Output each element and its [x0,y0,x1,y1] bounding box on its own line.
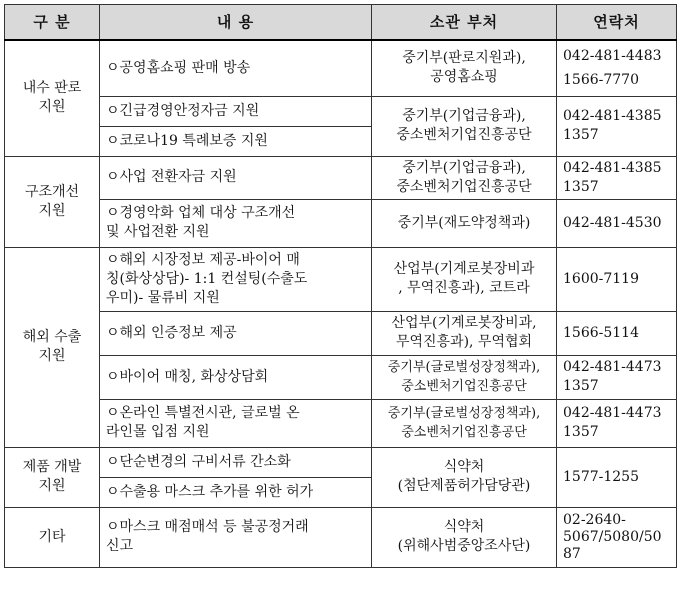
department-cell: 산업부(기계로봇장비과, 무역진흥과), 무역협회 [372,311,557,355]
content-cell: ㅇ마스크 매점매석 등 불공정거래 신고 [100,507,372,567]
content-cell: ㅇ단순변경의 구비서류 간소화 [100,447,372,477]
department-cell: 중기부(글로벌성장정책과), 중소벤처기업진흥공단 [372,355,557,399]
table-row [5,399,677,447]
contact-cell: 1577-1255 [557,447,677,507]
content-cell: ㅇ수출용 마스크 추가를 위한 허가 [100,477,372,507]
contact-cell: 1600-7119 [557,247,677,311]
table-row [5,96,677,126]
table-row [5,247,677,311]
table-row [5,507,677,567]
category-cell: 기타 [5,507,100,567]
table-row [5,311,677,355]
contact-cell: 02-2640- 5067/5080/50 87 [557,507,677,567]
department-cell: 중기부(기업금융과), 중소벤처기업진흥공단 [372,156,557,199]
contact-cell: 042-481-4385 1357 [557,96,677,156]
contact-cell: 042-481-4385 1357 [557,156,677,199]
content-cell: ㅇ바이어 매칭, 화상상담회 [100,355,372,399]
contact-cell: 042-481-4473 1357 [557,355,677,399]
category-cell: 제품 개발 지원 [5,447,100,507]
header-department: 소관 부처 [372,5,557,41]
content-cell: ㅇ해외 시장정보 제공-바이어 매 칭(화상상담)- 1:1 컨설팅(수출도 우미)- 물류비 지원 [100,247,372,311]
department-cell: 식약처 (첨단제품허가담당관) [372,447,557,507]
department-cell: 중기부(글로벌성장정책과), 중소벤처기업진흥공단 [372,399,557,447]
department-cell: 중기부(판로지원과), 공영홈쇼핑 [372,40,557,96]
category-cell: 구조개선 지원 [5,156,100,247]
header-contact: 연락처 [557,5,677,41]
content-cell: ㅇ코로나19 특례보증 지원 [100,126,372,156]
contact-cell: 042-481-4483 1566-7770 [557,40,677,96]
contact-cell: 042-481-4530 [557,199,677,247]
department-cell: 중기부(재도약정책과) [372,199,557,247]
content-cell: ㅇ공영홈쇼핑 판매 방송 [100,40,372,96]
table-row [5,156,677,199]
table-row [5,355,677,399]
header-content: 내 용 [100,5,372,41]
table-row [5,40,677,96]
support-table [4,4,677,568]
department-cell: 산업부(기계로봇장비과 , 무역진흥과), 코트라 [372,247,557,311]
content-cell: ㅇ긴급경영안정자금 지원 [100,96,372,126]
department-cell: 식약처 (위해사범중앙조사단) [372,507,557,567]
table-header-row [5,5,677,41]
table-row [5,199,677,247]
contact-cell: 1566-5114 [557,311,677,355]
content-cell: ㅇ사업 전환자금 지원 [100,156,372,199]
header-category: 구 분 [5,5,100,41]
table-row [5,447,677,477]
content-cell: ㅇ해외 인증정보 제공 [100,311,372,355]
category-cell: 해외 수출 지원 [5,247,100,447]
department-cell: 중기부(기업금융과), 중소벤처기업진흥공단 [372,96,557,156]
content-cell: ㅇ온라인 특별전시관, 글로벌 온 라인몰 입점 지원 [100,399,372,447]
content-cell: ㅇ경영악화 업체 대상 구조개선 및 사업전환 지원 [100,199,372,247]
category-cell: 내수 판로 지원 [5,40,100,156]
contact-cell: 042-481-4473 1357 [557,399,677,447]
